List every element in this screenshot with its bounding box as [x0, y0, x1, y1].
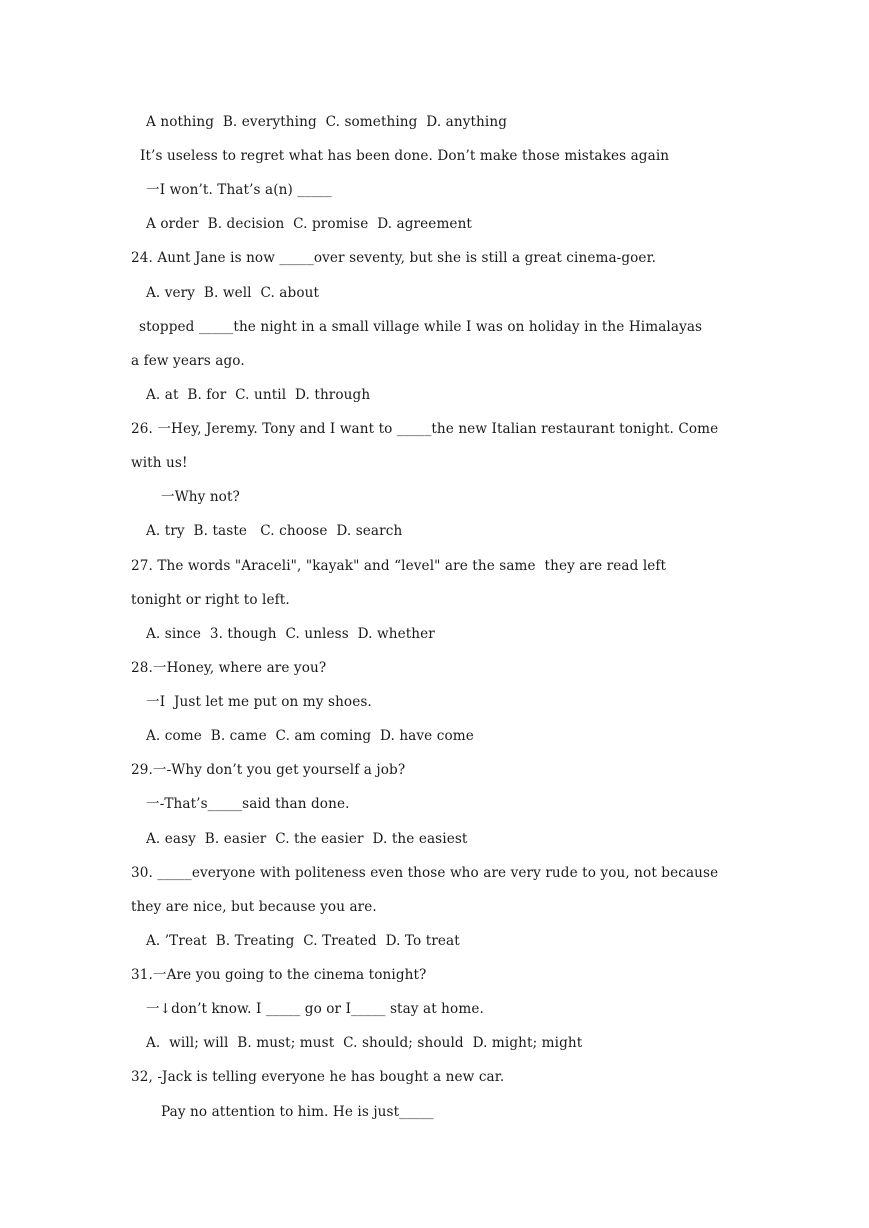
dialogue-line: 一I Just let me put on my shoes. [146, 694, 372, 710]
question-line: stopped _____the night in a small village while I was on holiday in the Himalayas [139, 319, 703, 335]
question-line: 27. The words "Araceli", "kayak" and “level" are the same they are read left [131, 558, 667, 574]
option-line: A. try B. taste C. choose D. search [146, 523, 403, 539]
option-line: A. ’Treat B. Treating C. Treated D. To treat [146, 933, 460, 949]
question-line: It’s useless to regret what has been done. Don’t make those mistakes again [140, 148, 670, 164]
option-line: A. at B. for C. until D. through [146, 387, 371, 403]
dialogue-line: 一Why not? [161, 489, 240, 505]
option-line: A nothing B. everything C. something D. anything [146, 114, 508, 130]
dialogue-line: 一-That’s_____said than done. [146, 796, 350, 812]
question-line: they are nice, but because you are. [131, 899, 377, 915]
option-line: A. easy B. easier C. the easier D. the easiest [146, 831, 468, 847]
dialogue-line: Pay no attention to him. He is just_____ [161, 1104, 434, 1120]
question-line: 32, -Jack is telling everyone he has bought a new car. [131, 1069, 505, 1085]
question-line: 30. _____everyone with politeness even those who are very rude to you, not because [131, 865, 719, 881]
option-line: A. very B. well C. about [146, 285, 320, 301]
dialogue-line: 一I won’t. That’s a(n) _____ [146, 182, 332, 198]
option-line: A. come B. came C. am coming D. have come [146, 728, 474, 744]
question-line: with us! [131, 455, 188, 471]
question-line: 29.一-Why don’t you get yourself a job? [131, 762, 406, 778]
dialogue-line: 一↓don’t know. I _____ go or I_____ stay at home. [146, 1001, 484, 1017]
question-line: tonight or right to left. [131, 592, 290, 608]
question-line: 24. Aunt Jane is now _____over seventy, but she is still a great cinema-goer. [131, 250, 657, 266]
question-line: 28.一Honey, where are you? [131, 660, 327, 676]
option-line: A order B. decision C. promise D. agreement [146, 216, 472, 232]
option-line: A. will; will B. must; must C. should; should D. might; might [146, 1035, 583, 1051]
option-line: A. since 3. though C. unless D. whether [146, 626, 435, 642]
question-line: 31.一Are you going to the cinema tonight? [131, 967, 427, 983]
question-line: a few years ago. [131, 353, 245, 369]
question-line: 26. 一Hey, Jeremy. Tony and I want to _____the new Italian restaurant tonight. Come [131, 421, 719, 437]
